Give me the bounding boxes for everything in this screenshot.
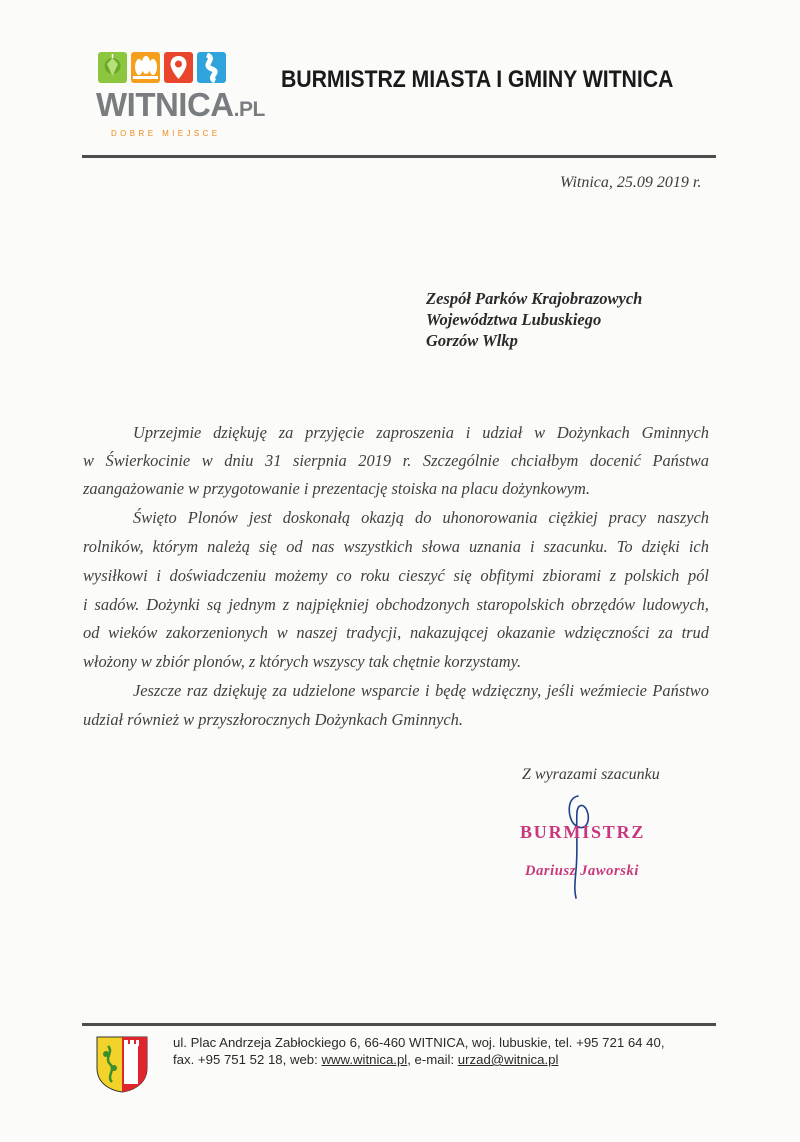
footer-web-link[interactable]: www.witnica.pl: [321, 1052, 408, 1067]
body-line: Jeszcze raz dziękuję za udzielone wsparcie i będę wdzięczny, jeśli weźmiecie Państwo: [133, 681, 709, 700]
header-title: BURMISTRZ MIASTA I GMINY WITNICA: [281, 66, 674, 93]
location-pin-icon: [164, 52, 193, 83]
body-line: od wieków zakorzenionych w naszej tradycji, nakazującej okazanie wdzięczności za trud: [83, 623, 709, 642]
recipient-line: Gorzów Wlkp: [426, 331, 518, 350]
stamp-title: BURMISTRZ: [520, 822, 646, 842]
coat-of-arms-icon: [94, 1034, 150, 1094]
header-divider: [82, 155, 716, 158]
body-line: udział również w przyszłorocznych Dożynkach Gminnych.: [83, 710, 463, 729]
trees-icon: [131, 52, 160, 83]
footer-divider: [82, 1023, 716, 1026]
footer-fax: fax. +95 751 52 18, web:: [173, 1052, 322, 1067]
body-line: zaangażowanie w przygotowanie i prezentację stoiska na placu dożynkowym.: [83, 479, 590, 498]
closing-salutation: Z wyrazami szacunku: [522, 766, 660, 783]
logo-word: WITNICA: [96, 86, 234, 123]
body-line: wysiłkowi i doświadczeniu możemy co roku cieszyć się obfitymi zbiorami z polskich pól: [83, 566, 709, 585]
body-line: rolników, którym należą się od nas wszystkich słowa uznania i szacunku. To dzięki ich: [83, 537, 709, 556]
footer-contact: [173, 1052, 558, 1067]
footer-email-label: , e-mail:: [407, 1052, 458, 1067]
body-line: Święto Plonów jest doskonałą okazją do uhonorowania ciężkiej pracy naszych: [133, 508, 709, 527]
handwritten-signature: [560, 790, 600, 900]
body-line: Uprzejmie dziękuję za przyjęcie zaproszenia i udział w Dożynkach Gminnych: [133, 423, 709, 442]
body-line: i sadów. Dożynki są jednym z najpiękniej obchodzonych staropolskich obrzędów ludowych,: [83, 595, 709, 614]
footer-email-link[interactable]: urzad@witnica.pl: [457, 1052, 559, 1067]
body-line: w Świerkocinie w dniu 31 sierpnia 2019 r. Szczególnie chciałbym docenić Państwa: [83, 451, 709, 470]
body-line: włożony w zbiór plonów, z których wszyscy tak chętnie korzystamy.: [83, 652, 522, 671]
letter-date: Witnica, 25.09 2019 r.: [560, 174, 702, 191]
logo-suffix: .PL: [233, 98, 265, 121]
stamp-name: Dariusz Jaworski: [525, 863, 639, 879]
hops-icon: [98, 52, 127, 83]
recipient-line: Województwa Lubuskiego: [426, 310, 602, 329]
recipient-line: Zespół Parków Krajobrazowych: [426, 289, 643, 308]
footer-address: ul. Plac Andrzeja Zabłockiego 6, 66-460 WITNICA, woj. lubuskie, tel. +95 721 64 40,: [173, 1035, 665, 1050]
river-icon: [197, 52, 226, 83]
logo-tagline: DOBRE MIEJSCE: [111, 129, 221, 138]
witnica-logo: [96, 52, 286, 142]
